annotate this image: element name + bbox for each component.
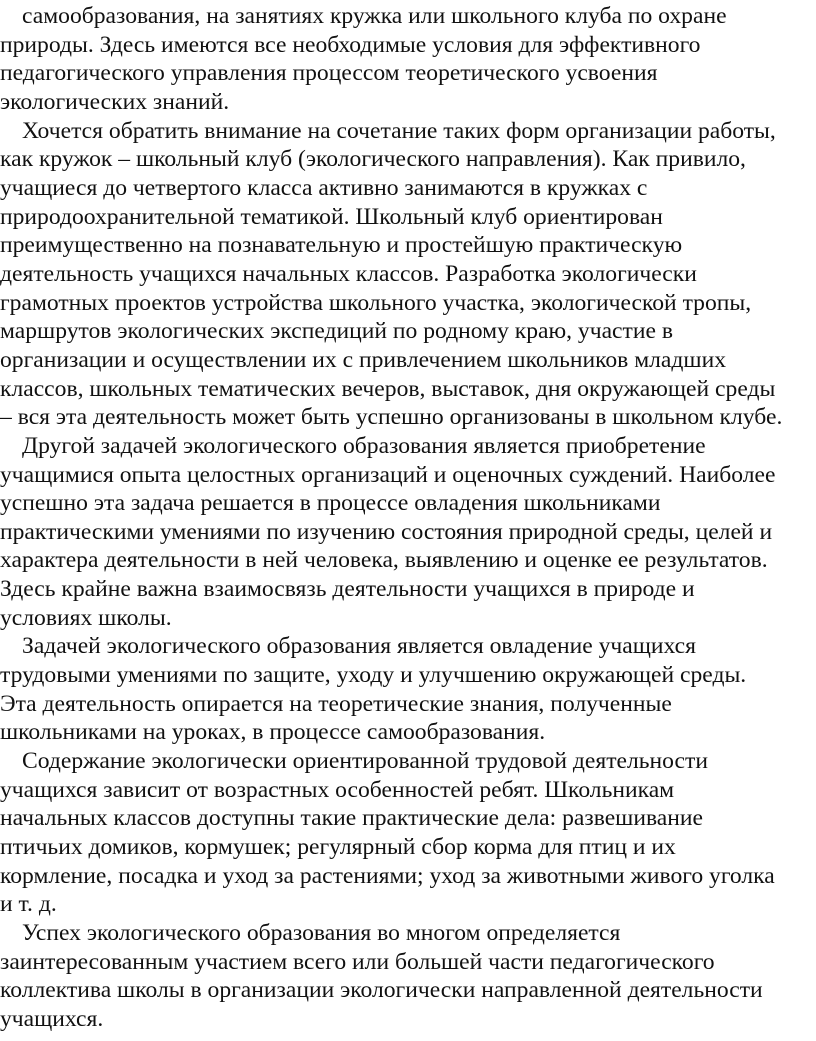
paragraph-4: Задачей экологического образования является овладение учащихся трудовыми умениями по защите, уходу и улучшению окружающей среды. Эта деятельность опирается на теоретические знания, полученные школьниками на уроках, в процессе самообразования. — [0, 633, 747, 746]
paragraph-1: самообразования, на занятиях кружка или школьного клуба по охране природы. Здесь имеются все необходимые условия для эффективного педагогического управления процессом теоретического усвоения экологических знаний. — [0, 3, 727, 115]
document-body — [0, 2, 816, 1034]
paragraph-5: Содержание экологически ориентированной трудовой деятельности учащихся зависит от возрастных особенностей ребят. Школьникам начальных классов доступны такие практические дела: развешивание птичьих домиков, кормушек; регулярный сбор корма для птиц и их кормление, посадка и уход за растениями; уход за животными живого уголка и т. д. — [0, 748, 775, 918]
paragraph-3: Другой задачей экологического образования является приобретение учащимися опыта целостных организаций и оценочных суждений. Наиболее успешно эта задача решается в процессе овладения школьниками практическими умениями по изучению состояния природной среды, целей и характера деятельности в ней человека, выявлению и оценке ее результатов. Здесь крайне важна взаимосвязь деятельности учащихся в природе и условиях школы. — [0, 432, 776, 631]
paragraph-2: Хочется обратить внимание на сочетание таких форм организации работы, как кружок – школьный клуб (экологического направления). Как привило, учащиеся до четвертого класса активно занимаются в кружках с природоохранительной тематикой. Школьный клуб ориентирован преимущественно на познавательную и простейшую практическую деятельность учащихся начальных классов. Разработка экологически грамотных проектов устройства школьного участка, экологической тропы, маршрутов экологических экспедиций по родному краю, участие в организации и осуществлении их с привлечением школьников младших классов, школьных тематических вечеров, выставок, дня окружающей среды – вся эта деятельность может быть успешно организованы в школьном клубе. — [0, 117, 783, 431]
paragraph-6: Успех экологического образования во многом определяется заинтересованным участием всего или большей части педагогического коллектива школы в организации экологически направленной деятельности учащихся. — [0, 920, 763, 1032]
